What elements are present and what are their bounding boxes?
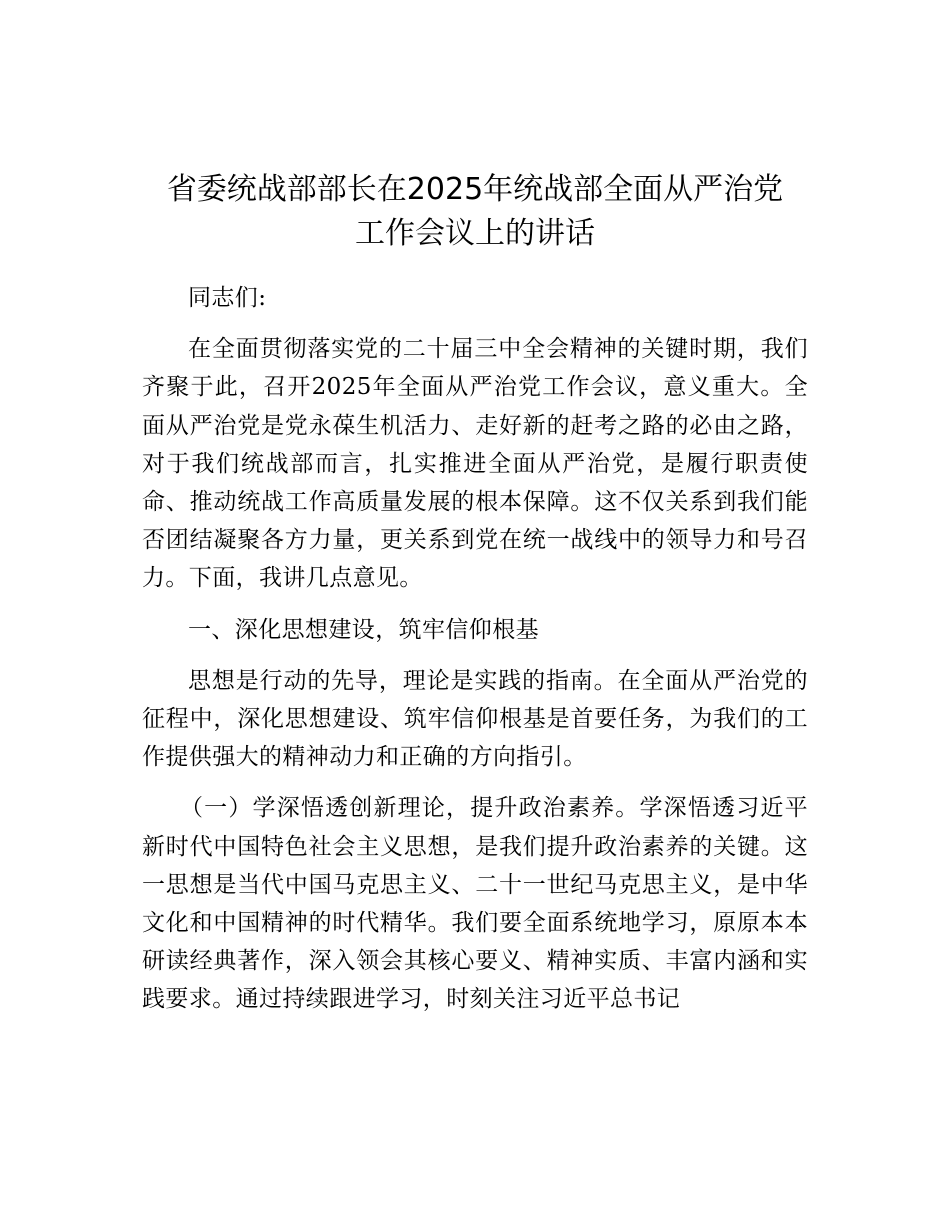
paragraph-intro: 在全面贯彻落实党的二十届三中全会精神的关键时期，我们齐聚于此，召开2025年全面从严治党工作会议，意义重大。全面从严治党是党永葆生机活力、走好新的赶考之路的必由之路，对于我们统战部而言，扎实推进全面从严治党，是履行职责使命、推动统战工作高质量发展的根本保障。这不仅关系到我们能否团结凝聚各方力量，更关系到党在统一战线中的领导力和号召力。下面，我讲几点意见。	[142, 336, 808, 592]
document-title-line-2: 工作会议上的讲话	[355, 216, 595, 251]
paragraph-subsection-1: （一）学深悟透创新理论，提升政治素养。学深悟透习近平新时代中国特色社会主义思想，是我们提升政治素养的关键。这一思想是当代中国马克思主义、二十一世纪马克思主义，是中华文化和中国精神的时代精华。我们要全面系统地学习，原原本本研读经典著作，深入领会其核心要义、精神实质、丰富内涵和实践要求。通过持续跟进学习，时刻关注习近平总书记	[142, 795, 808, 1013]
document-page	[142, 168, 808, 1019]
document-title	[142, 168, 808, 256]
document-title-line-1: 省委统战部部长在2025年统战部全面从严治党	[166, 172, 784, 207]
section-heading-1: 一、深化思想建设，筑牢信仰根基	[188, 616, 539, 643]
salutation: 同志们:	[188, 285, 267, 311]
paragraph-section-1: 思想是行动的先导，理论是实践的指南。在全面从严治党的征程中，深化思想建设、筑牢信仰根基是首要任务，为我们的工作提供强大的精神动力和正确的方向指引。	[142, 667, 808, 771]
